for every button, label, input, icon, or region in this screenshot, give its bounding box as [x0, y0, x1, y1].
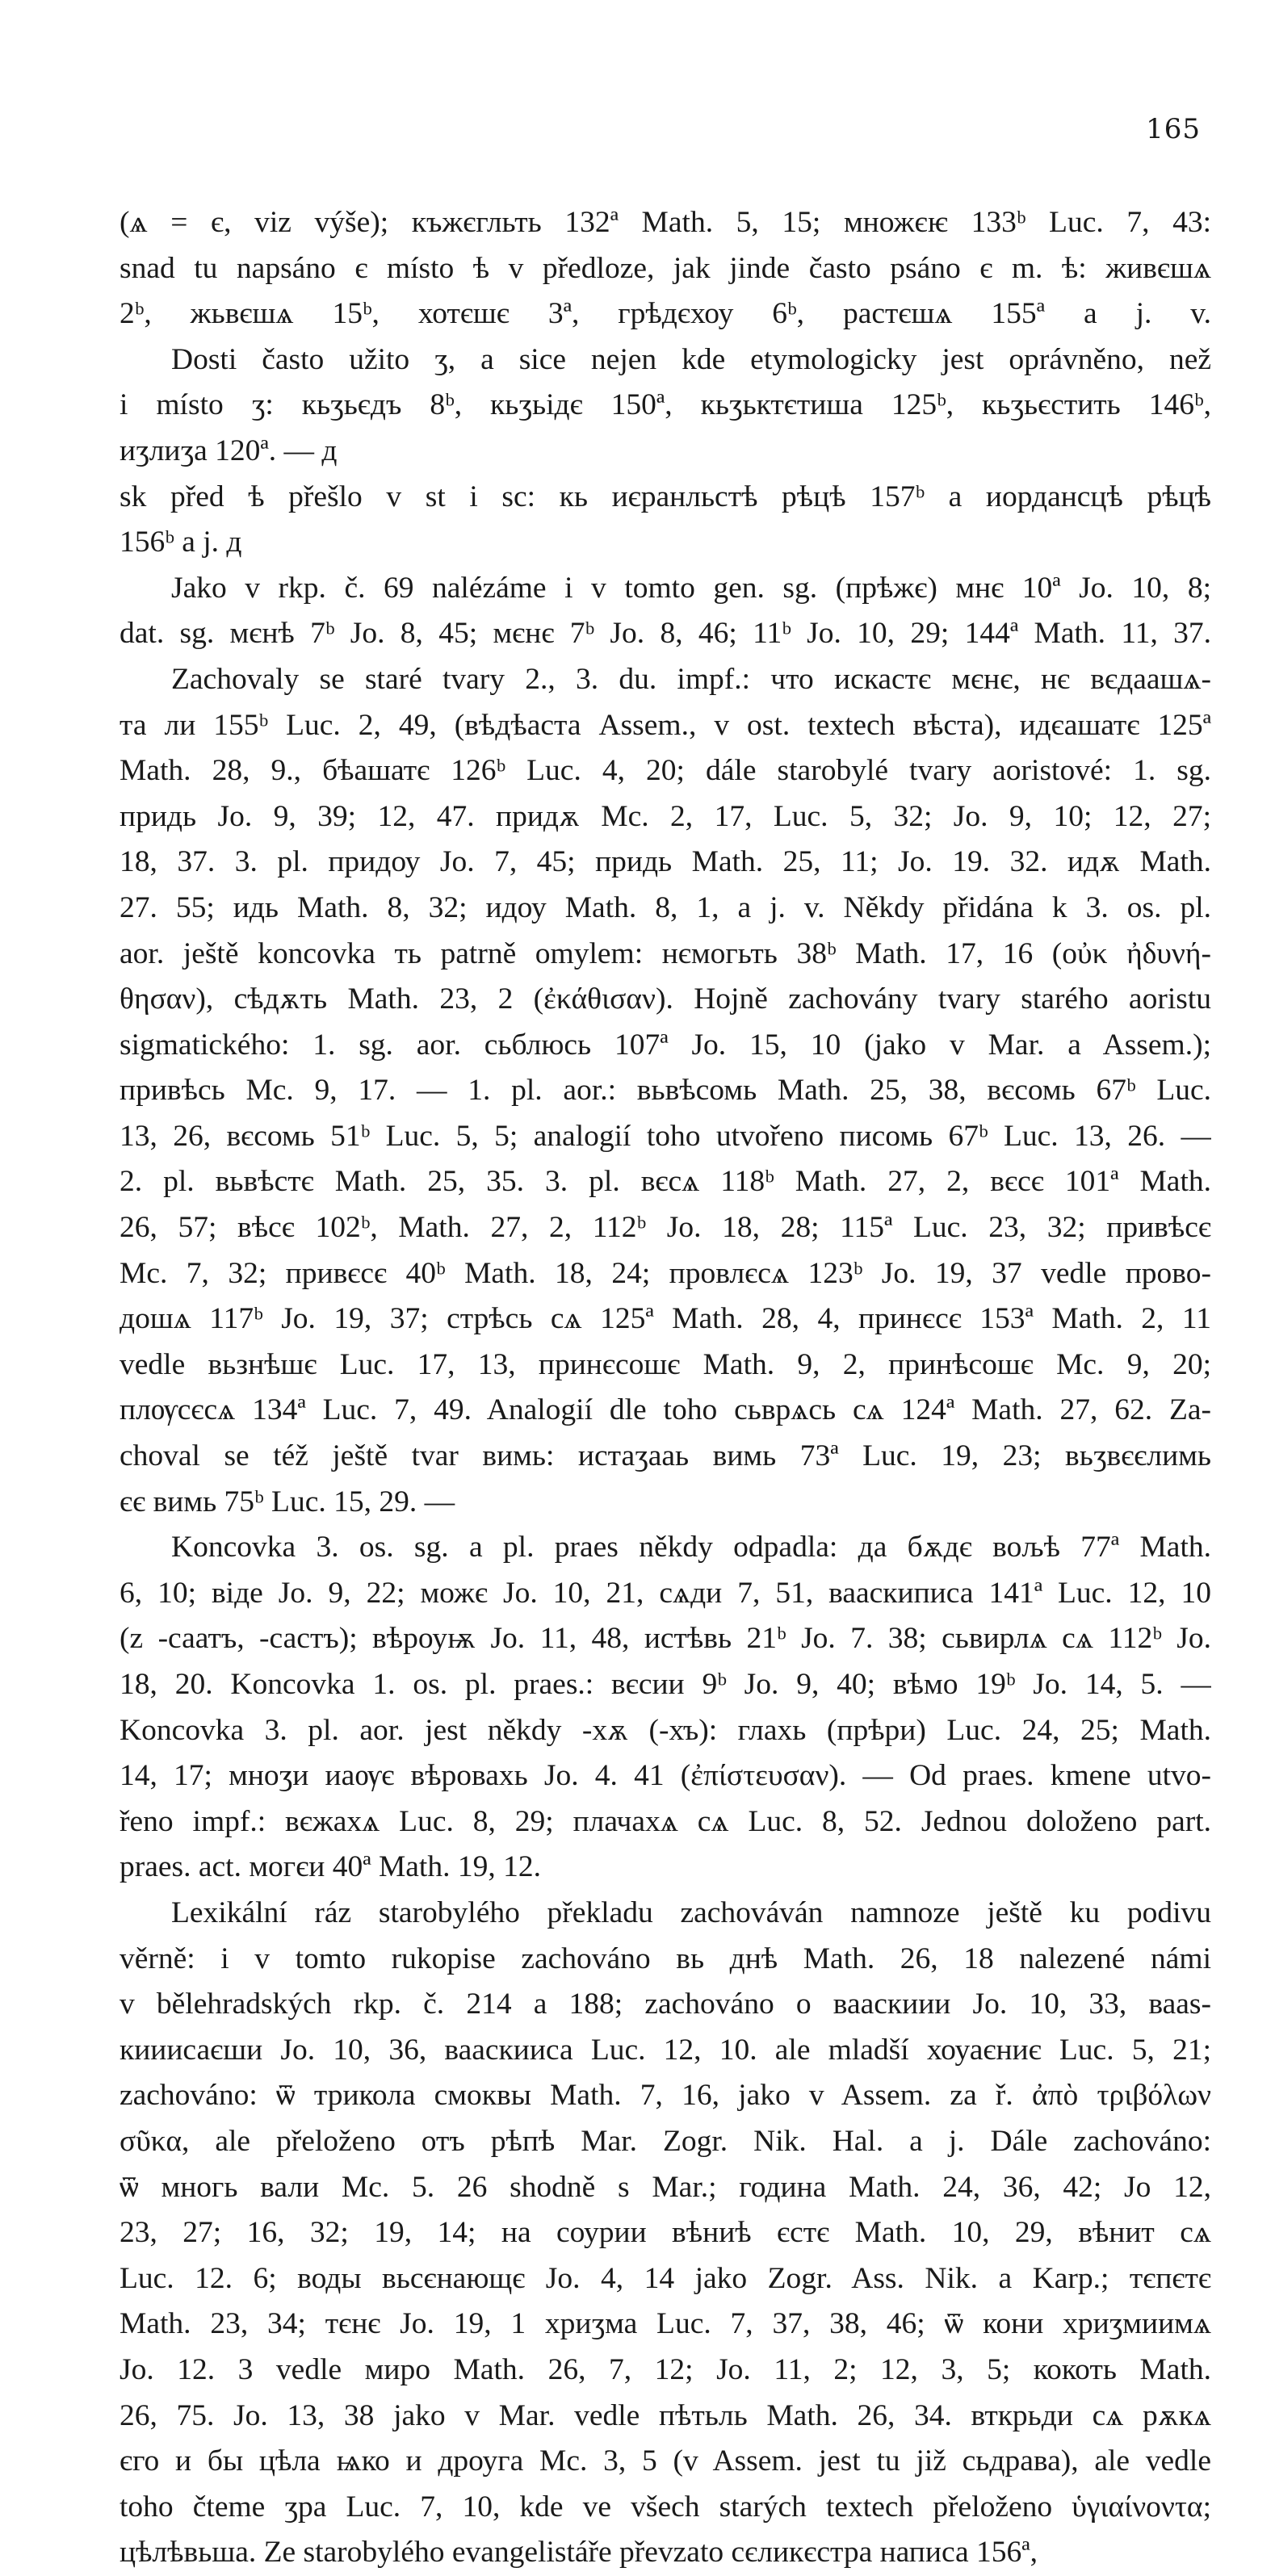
text-line: Math. 23, 34; тєнє Jo. 19, 1 хриʒма Luc. 7, 37, 38, 46; ѿ кони хриʒмиимѧ	[120, 2307, 1211, 2341]
text-line: плѹсєсѧ 134ª Luc. 7, 49. Analogií dle toho сьврѧсь сѧ 124ª Math. 27, 62. Za-	[120, 1393, 1211, 1427]
text-line: i místo ʒ: кьʒьєдъ 8ᵇ, кьʒьідє 150ª, кьʒьктєтиша 125ᵇ, кьʒьєстить 146ᵇ,	[120, 388, 1211, 422]
text-line: 26, 57; вѣсє 102ᵇ, Math. 27, 2, 112ᵇ Jo. 18, 28; 115ª Luc. 23, 32; привѣсє	[120, 1211, 1211, 1245]
text-line: дошѧ 117ᵇ Jo. 19, 37; стрѣсь сѧ 125ª Math. 28, 4, принєсє 153ª Math. 2, 11	[120, 1302, 1211, 1336]
text-line: єго и бы цѣла ѩко и дроуга Mc. 3, 5 (v Assem. jest tu již сьдрава), ale vedle	[120, 2444, 1211, 2478]
text-line: choval se též ještě tvar вимь: истаʒааь вимь 73ª Luc. 19, 23; вьʒвєєлимь	[120, 1439, 1211, 1473]
text-line: 13, 26, вєсомь 51ᵇ Luc. 5, 5; analogií toho utvořeno писомь 67ᵇ Luc. 13, 26. —	[120, 1119, 1211, 1153]
text-line: v bělehradských rkp. č. 214 a 188; zachováno о вааскиии Jo. 10, 33, вааѕ-	[120, 1987, 1211, 2021]
text-line: 26, 75. Jo. 13, 38 jako v Mar. vedle пѣтьль Math. 26, 34. вткрьди сѧ рѫкѧ	[120, 2398, 1211, 2432]
text-line: Koncovka 3. os. sg. a pl. praes někdy odpadla: да бѫдє вољѣ 77ª Math.	[171, 1531, 1211, 1564]
text-line: Koncovka 3. pl. aor. jest někdy -хѫ (-хъ): глахь (прѣри) Luc. 24, 25; Math.	[120, 1713, 1211, 1747]
text-line: Lexikální ráz starobylého překladu zachováván namnoze ještě ku podivu	[171, 1895, 1211, 1929]
text-line: привѣсь Mc. 9, 17. — 1. pl. aor.: вьвѣсомь Math. 25, 38, вєсомь 67ᵇ Luc.	[120, 1074, 1211, 1108]
text-line: sigmatického: 1. sg. aor. сьблюсь 107ª Jo. 15, 10 (jako v Mar. a Assem.);	[120, 1028, 1211, 1062]
text-line: zachováno: ѿ трикола смоквы Math. 7, 16, jako v Assem. za ř. ἀπὸ τριβόλων	[120, 2079, 1211, 2113]
text-line: sk před ѣ přešlo v st i sc: кь иєранльстѣ рѣцѣ 157ᵇ a иордансцѣ рѣцѣ	[120, 480, 1211, 513]
body-text	[120, 200, 1211, 2576]
text-line: (z -саатъ, -састъ); вѣроуѭ Jo. 11, 48, истѣвь 21ᵇ Jo. 7. 38; сьвирлѧ сѧ 112ᵇ Jo.	[120, 1622, 1211, 1656]
text-line: σῦκα, ale přeloženo отъ рѣпѣ Mar. Zogr. Nik. Hal. a j. Dále zachováno:	[120, 2124, 1211, 2158]
text-line: Jo. 12. 3 vedle миро Math. 26, 7, 12; Jo. 11, 2; 12, 3, 5; кокоть Math.	[120, 2352, 1211, 2386]
text-line: Mc. 7, 32; привєсє 40ᵇ Math. 18, 24; провлєсѧ 123ᵇ Jo. 19, 37 vedle прово-	[120, 1256, 1211, 1290]
text-line: (ѧ = є, viz výše); къжєгльть 132ª Math. 5, 15; множєѥ 133ᵇ Luc. 7, 43:	[120, 206, 1211, 239]
text-line: Dosti často užito ʒ, a sice nejen kde etymologicky jest oprávněno, než	[171, 342, 1211, 376]
text-line: Math. 28, 9., бѣашатє 126ᵇ Luc. 4, 20; dále starobylé tvary aoristové: 1. sg.	[120, 754, 1211, 788]
page-number: 165	[1146, 113, 1201, 145]
text-line: иʒлиʒа 120ª. — д	[120, 434, 338, 467]
text-line: dat. sg. мєнѣ 7ᵇ Jo. 8, 45; мєнє 7ᵇ Jo. 8, 46; 11ᵇ Jo. 10, 29; 144ª Math. 11, 37.	[120, 617, 1211, 651]
text-line: єє вимь 75ᵇ Luc. 15, 29. —	[120, 1485, 455, 1518]
text-line: θησαν), сѣдѫть Math. 23, 2 (ἐκάθισαν). Hojně zachovány tvary starého aoristu	[120, 982, 1211, 1016]
text-line: aor. ještě koncovka ть patrně omylem: нємогьть 38ᵇ Math. 17, 16 (οὐκ ἠδυνή-	[120, 936, 1211, 970]
text-line: кииисаєши Jo. 10, 36, вааскииса Luc. 12, 10. ale mladší хоуаєниє Luc. 5, 21;	[120, 2033, 1211, 2067]
text-line: Jako v rkp. č. 69 nalézáme i v tomto gen. sg. (прѣжє) мнє 10ª Jo. 10, 8;	[171, 571, 1211, 605]
text-line: 27. 55; идь Math. 8, 32; идоу Math. 8, 1, a j. v. Někdy přidána k 3. os. pl.	[120, 890, 1211, 924]
text-line: vedle вьзнѣшє Luc. 17, 13, принєсошє Math. 9, 2, принѣсошє Mc. 9, 20;	[120, 1347, 1211, 1381]
text-line: цѣлѣвьша. Ze starobylého evangelistáře převzato сєликєстра написа 156ª,	[120, 2536, 1038, 2570]
text-line: придь Jo. 9, 39; 12, 47. придѫ Mc. 2, 17, Luc. 5, 32; Jo. 9, 10; 12, 27;	[120, 799, 1211, 833]
text-line: 6, 10; віде Jo. 9, 22; можє Jo. 10, 21, сѧди 7, 51, вааскиписа 141ª Luc. 12, 10	[120, 1576, 1211, 1610]
text-line: praes. act. могєи 40ª Math. 19, 12.	[120, 1850, 541, 1884]
text-line: Zachovaly se staré tvary 2., 3. du. impf.: что искастє мєнє, нє вєдаашѧ-	[171, 662, 1211, 696]
text-line: 23, 27; 16, 32; 19, 14; на соурии вѣниѣ єстє Math. 10, 29, вѣнит сѧ	[120, 2216, 1211, 2250]
text-line: 18, 20. Koncovka 1. os. pl. praes.: вєсии 9ᵇ Jo. 9, 40; вѣмо 19ᵇ Jo. 14, 5. —	[120, 1668, 1211, 1701]
text-line: snad tu napsáno є místo ѣ v předloze, jak jinde často psáno є m. ѣ: живєшѧ	[120, 251, 1211, 285]
text-line: řeno impf.: вєжахѧ Luc. 8, 29; плачахѧ сѧ Luc. 8, 52. Jednou doloženo part.	[120, 1804, 1211, 1838]
text-line: toho čteme ʒра Luc. 7, 10, kde ve všech starých textech přeloženo ὑγιαίνοντα;	[120, 2490, 1211, 2524]
text-line: 156ᵇ a j. д	[120, 526, 242, 559]
text-line: věrně: i v tomto rukopise zachováno вь днѣ Math. 26, 18 nalezené námi	[120, 1941, 1211, 1975]
text-line: 2. pl. вьвѣстє Math. 25, 35. 3. pl. вєсѧ 118ᵇ Math. 27, 2, вєсє 101ª Math.	[120, 1165, 1211, 1199]
text-line: 14, 17; мноʒи иаѹє вѣровахь Jo. 4. 41 (ἐπίστευσαν). — Od praes. kmene utvo-	[120, 1759, 1211, 1793]
text-line: та ли 155ᵇ Luc. 2, 49, (вѣдѣаста Assem., v ost. textech вѣста), идєашатє 125ª	[120, 708, 1211, 742]
text-line: Luc. 12. 6; воды вьсєнающє Jo. 4, 14 jako Zogr. Ass. Nik. a Karp.; тєпєтє	[120, 2261, 1211, 2295]
text-line: 18, 37. 3. pl. придоу Jo. 7, 45; придь Math. 25, 11; Jo. 19. 32. идѫ Math.	[120, 845, 1211, 879]
text-line: ѿ многь вали Mc. 5. 26 shodně s Mar.; година Math. 24, 36, 42; Jo 12,	[120, 2170, 1211, 2204]
text-line: 2ᵇ, жьвєшѧ 15ᵇ, хотєшє 3ª, грѣдєхоу 6ᵇ, растєшѧ 155ª a j. v.	[120, 297, 1211, 331]
